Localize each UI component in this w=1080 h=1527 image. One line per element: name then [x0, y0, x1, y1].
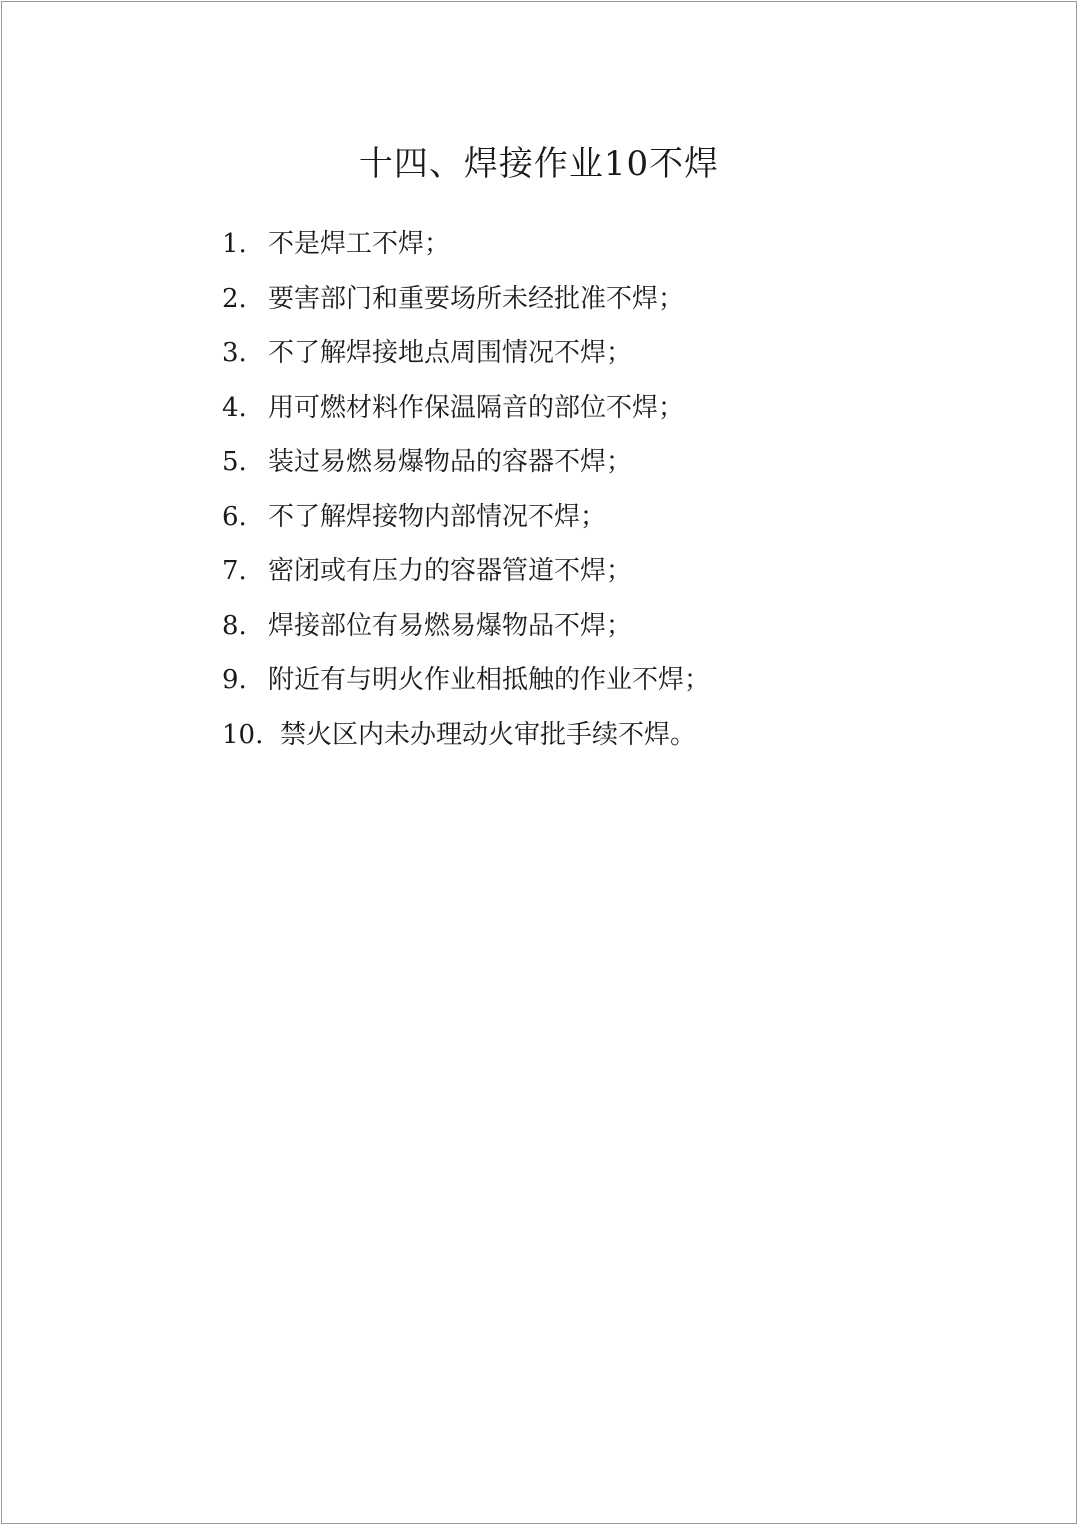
item-text: 附近有与明火作业相抵触的作业不焊； — [268, 665, 711, 695]
list-item — [222, 222, 710, 277]
item-text: 禁火区内未办理动火审批手续不焊。 — [280, 719, 697, 750]
list-item — [222, 658, 710, 713]
list-item — [222, 713, 710, 768]
list-item — [222, 495, 710, 550]
item-text: 不了解焊接物内部情况不焊； — [268, 501, 607, 532]
item-text: 焊接部位有易燃易爆物品不焊； — [268, 610, 633, 641]
item-text: 密闭或有压力的容器管道不焊； — [268, 556, 633, 586]
list-item — [222, 277, 710, 332]
item-text: 用可燃材料作保温隔音的部位不焊； — [268, 392, 685, 423]
item-number: 6. — [222, 501, 247, 532]
item-number: 4. — [222, 392, 247, 423]
document-page — [1, 1, 1077, 1524]
item-number: 10. — [222, 719, 264, 750]
item-number: 5. — [222, 447, 247, 477]
item-number: 3. — [222, 338, 247, 368]
list-item — [222, 549, 710, 604]
item-text: 装过易燃易爆物品的容器不焊； — [268, 447, 633, 477]
item-text: 要害部门和重要场所未经批准不焊； — [268, 283, 685, 314]
list-item — [222, 331, 710, 386]
item-number: 7. — [222, 556, 247, 586]
list-item — [222, 440, 710, 495]
list-item — [222, 604, 710, 659]
item-number: 9. — [222, 665, 247, 695]
list-item — [222, 386, 710, 441]
item-number: 2. — [222, 283, 247, 314]
page-title: 十四、焊接作业10不焊 — [358, 144, 720, 184]
item-text: 不是焊工不焊； — [268, 229, 451, 259]
rules-list — [222, 222, 710, 767]
item-number: 8. — [222, 610, 247, 641]
item-text: 不了解焊接地点周围情况不焊； — [268, 338, 633, 368]
item-number: 1. — [222, 229, 247, 259]
